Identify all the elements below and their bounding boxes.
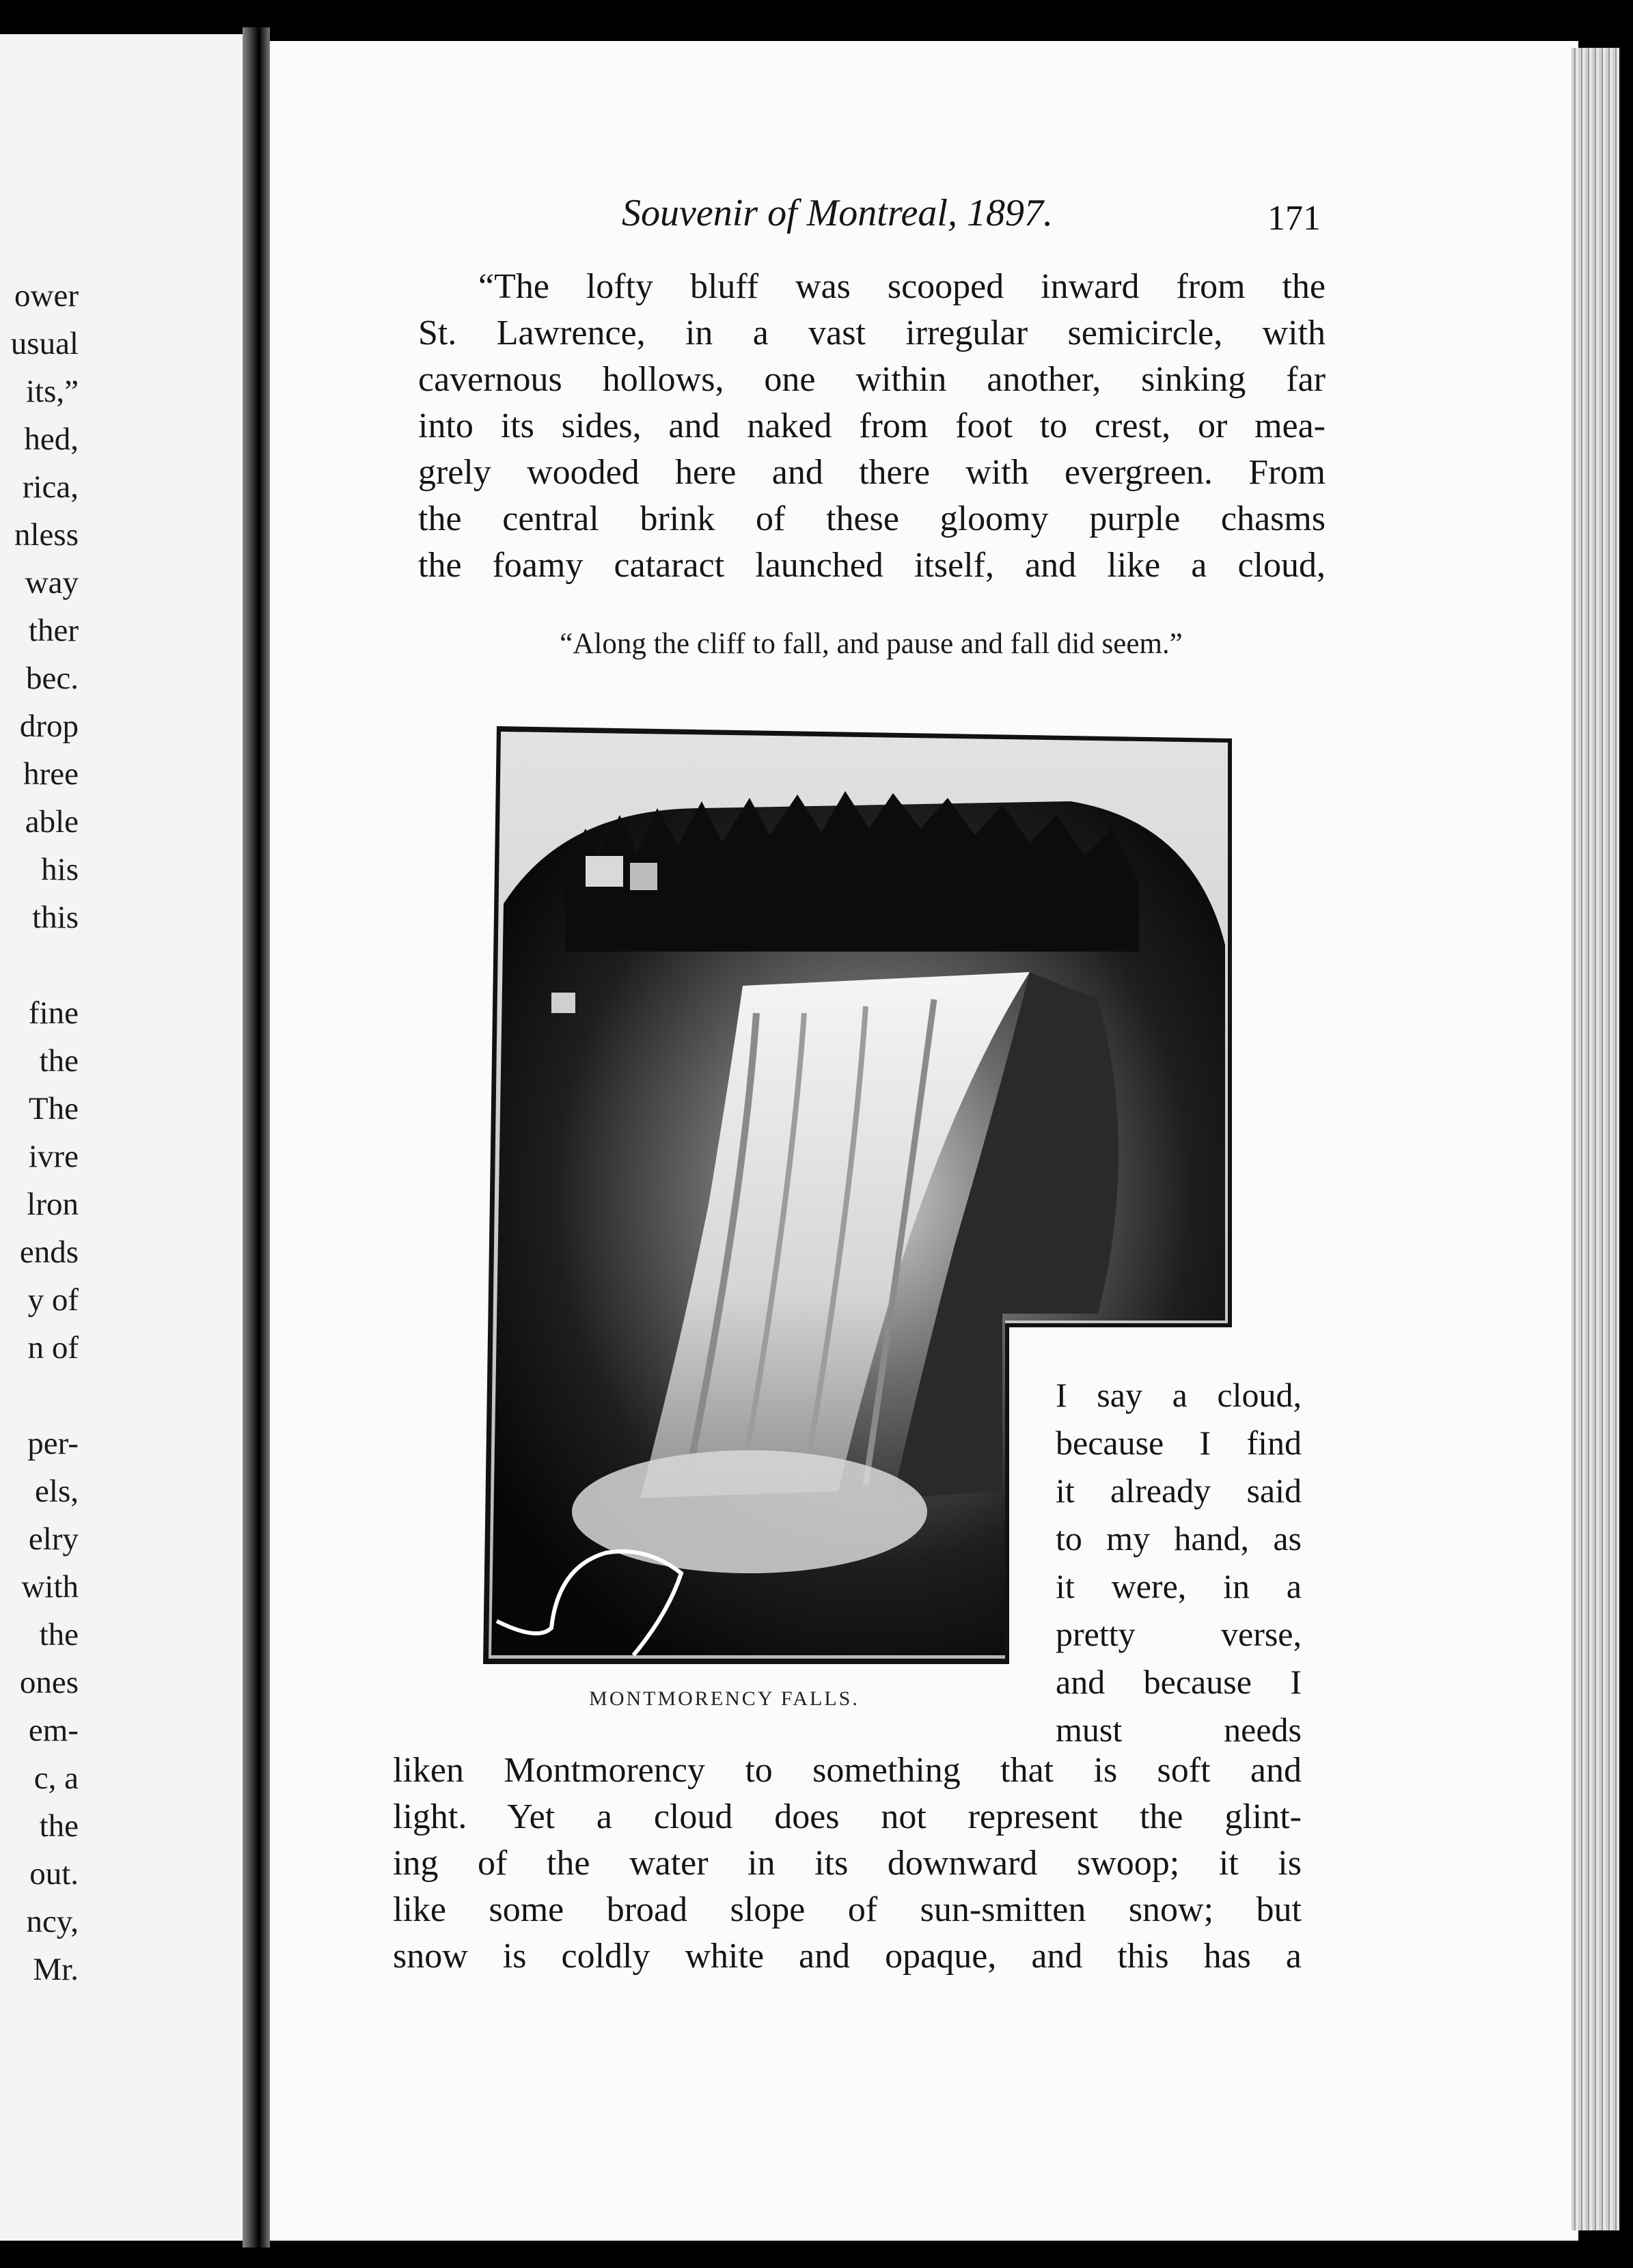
text-line: cavernous hollows, one within another, sinking far [418, 360, 1326, 399]
left-fragment: usual [10, 326, 79, 361]
left-fragment: els, [35, 1474, 79, 1509]
left-fragment: c, a [33, 1760, 79, 1796]
page-number: 171 [1267, 199, 1321, 238]
left-fragment: n of [27, 1330, 79, 1366]
text-line: into its sides, and naked from foot to crest, or mea- [418, 406, 1326, 445]
left-fragment: out. [29, 1856, 79, 1892]
figure-caption: MONTMORENCY FALLS. [589, 1687, 860, 1710]
left-fragment: its,” [25, 374, 79, 409]
verse-quote: “Along the cliff to fall, and pause and fall did seem.” [560, 628, 1183, 660]
left-fragment: em- [28, 1713, 79, 1748]
text-line: must needs [1056, 1711, 1302, 1749]
text-line: St. Lawrence, in a vast irregular semicircle, with [418, 314, 1326, 352]
text-line: pretty verse, [1056, 1615, 1302, 1653]
text-line: and because I [1056, 1663, 1302, 1701]
left-page [0, 34, 260, 2241]
left-fragment: y of [27, 1282, 79, 1318]
left-fragment: per- [27, 1426, 79, 1461]
left-fragment: the [39, 1617, 79, 1652]
left-fragment: drop [19, 708, 79, 744]
left-fragment: ivre [28, 1139, 79, 1174]
left-fragment: the [39, 1808, 79, 1844]
left-fragment: with [21, 1569, 79, 1605]
text-line: “The lofty bluff was scooped inward from the [478, 267, 1326, 306]
left-fragment: The [28, 1091, 79, 1126]
book-gutter [243, 27, 270, 2248]
left-fragment: lron [27, 1187, 79, 1222]
text-line: like some broad slope of sun-smitten snow; but [393, 1890, 1302, 1929]
left-fragment: the [39, 1043, 79, 1079]
left-fragment: ther [28, 613, 79, 648]
text-line: it were, in a [1056, 1567, 1302, 1605]
left-fragment: ends [19, 1234, 79, 1270]
left-fragment: ower [14, 278, 79, 314]
text-line: I say a cloud, [1056, 1376, 1302, 1414]
text-line: ing of the water in its downward swoop; it is [393, 1844, 1302, 1883]
left-fragment: this [32, 900, 79, 935]
page-edges [1572, 48, 1619, 2230]
text-line: it already said [1056, 1471, 1302, 1510]
left-fragment: fine [28, 995, 79, 1031]
text-line: the foamy cataract launched itself, and like a cloud, [418, 546, 1326, 585]
left-fragment: way [25, 565, 79, 600]
text-line: the central brink of these gloomy purple chasms [418, 499, 1326, 538]
text-line: to my hand, as [1056, 1519, 1302, 1558]
left-fragment: his [41, 852, 79, 887]
left-fragment: Mr. [33, 1952, 79, 1987]
text-line: snow is coldly white and opaque, and this has a [393, 1937, 1302, 1976]
running-title: Souvenir of Montreal, 1897. [622, 192, 1053, 234]
text-line: because I find [1056, 1424, 1302, 1462]
left-fragment: rica, [22, 469, 79, 505]
left-fragment: bec. [26, 661, 79, 696]
left-fragment: ncy, [26, 1904, 79, 1939]
left-fragment: nless [14, 517, 79, 553]
left-fragment: hree [23, 756, 79, 792]
left-fragment: hed, [24, 421, 79, 457]
left-fragment: ones [19, 1665, 79, 1700]
text-line: light. Yet a cloud does not represent the glint- [393, 1797, 1302, 1836]
left-fragment: elry [28, 1521, 79, 1557]
text-line: liken Montmorency to something that is soft and [393, 1751, 1302, 1790]
left-fragment: able [25, 804, 79, 840]
text-line: grely wooded here and there with evergreen. From [418, 453, 1326, 492]
